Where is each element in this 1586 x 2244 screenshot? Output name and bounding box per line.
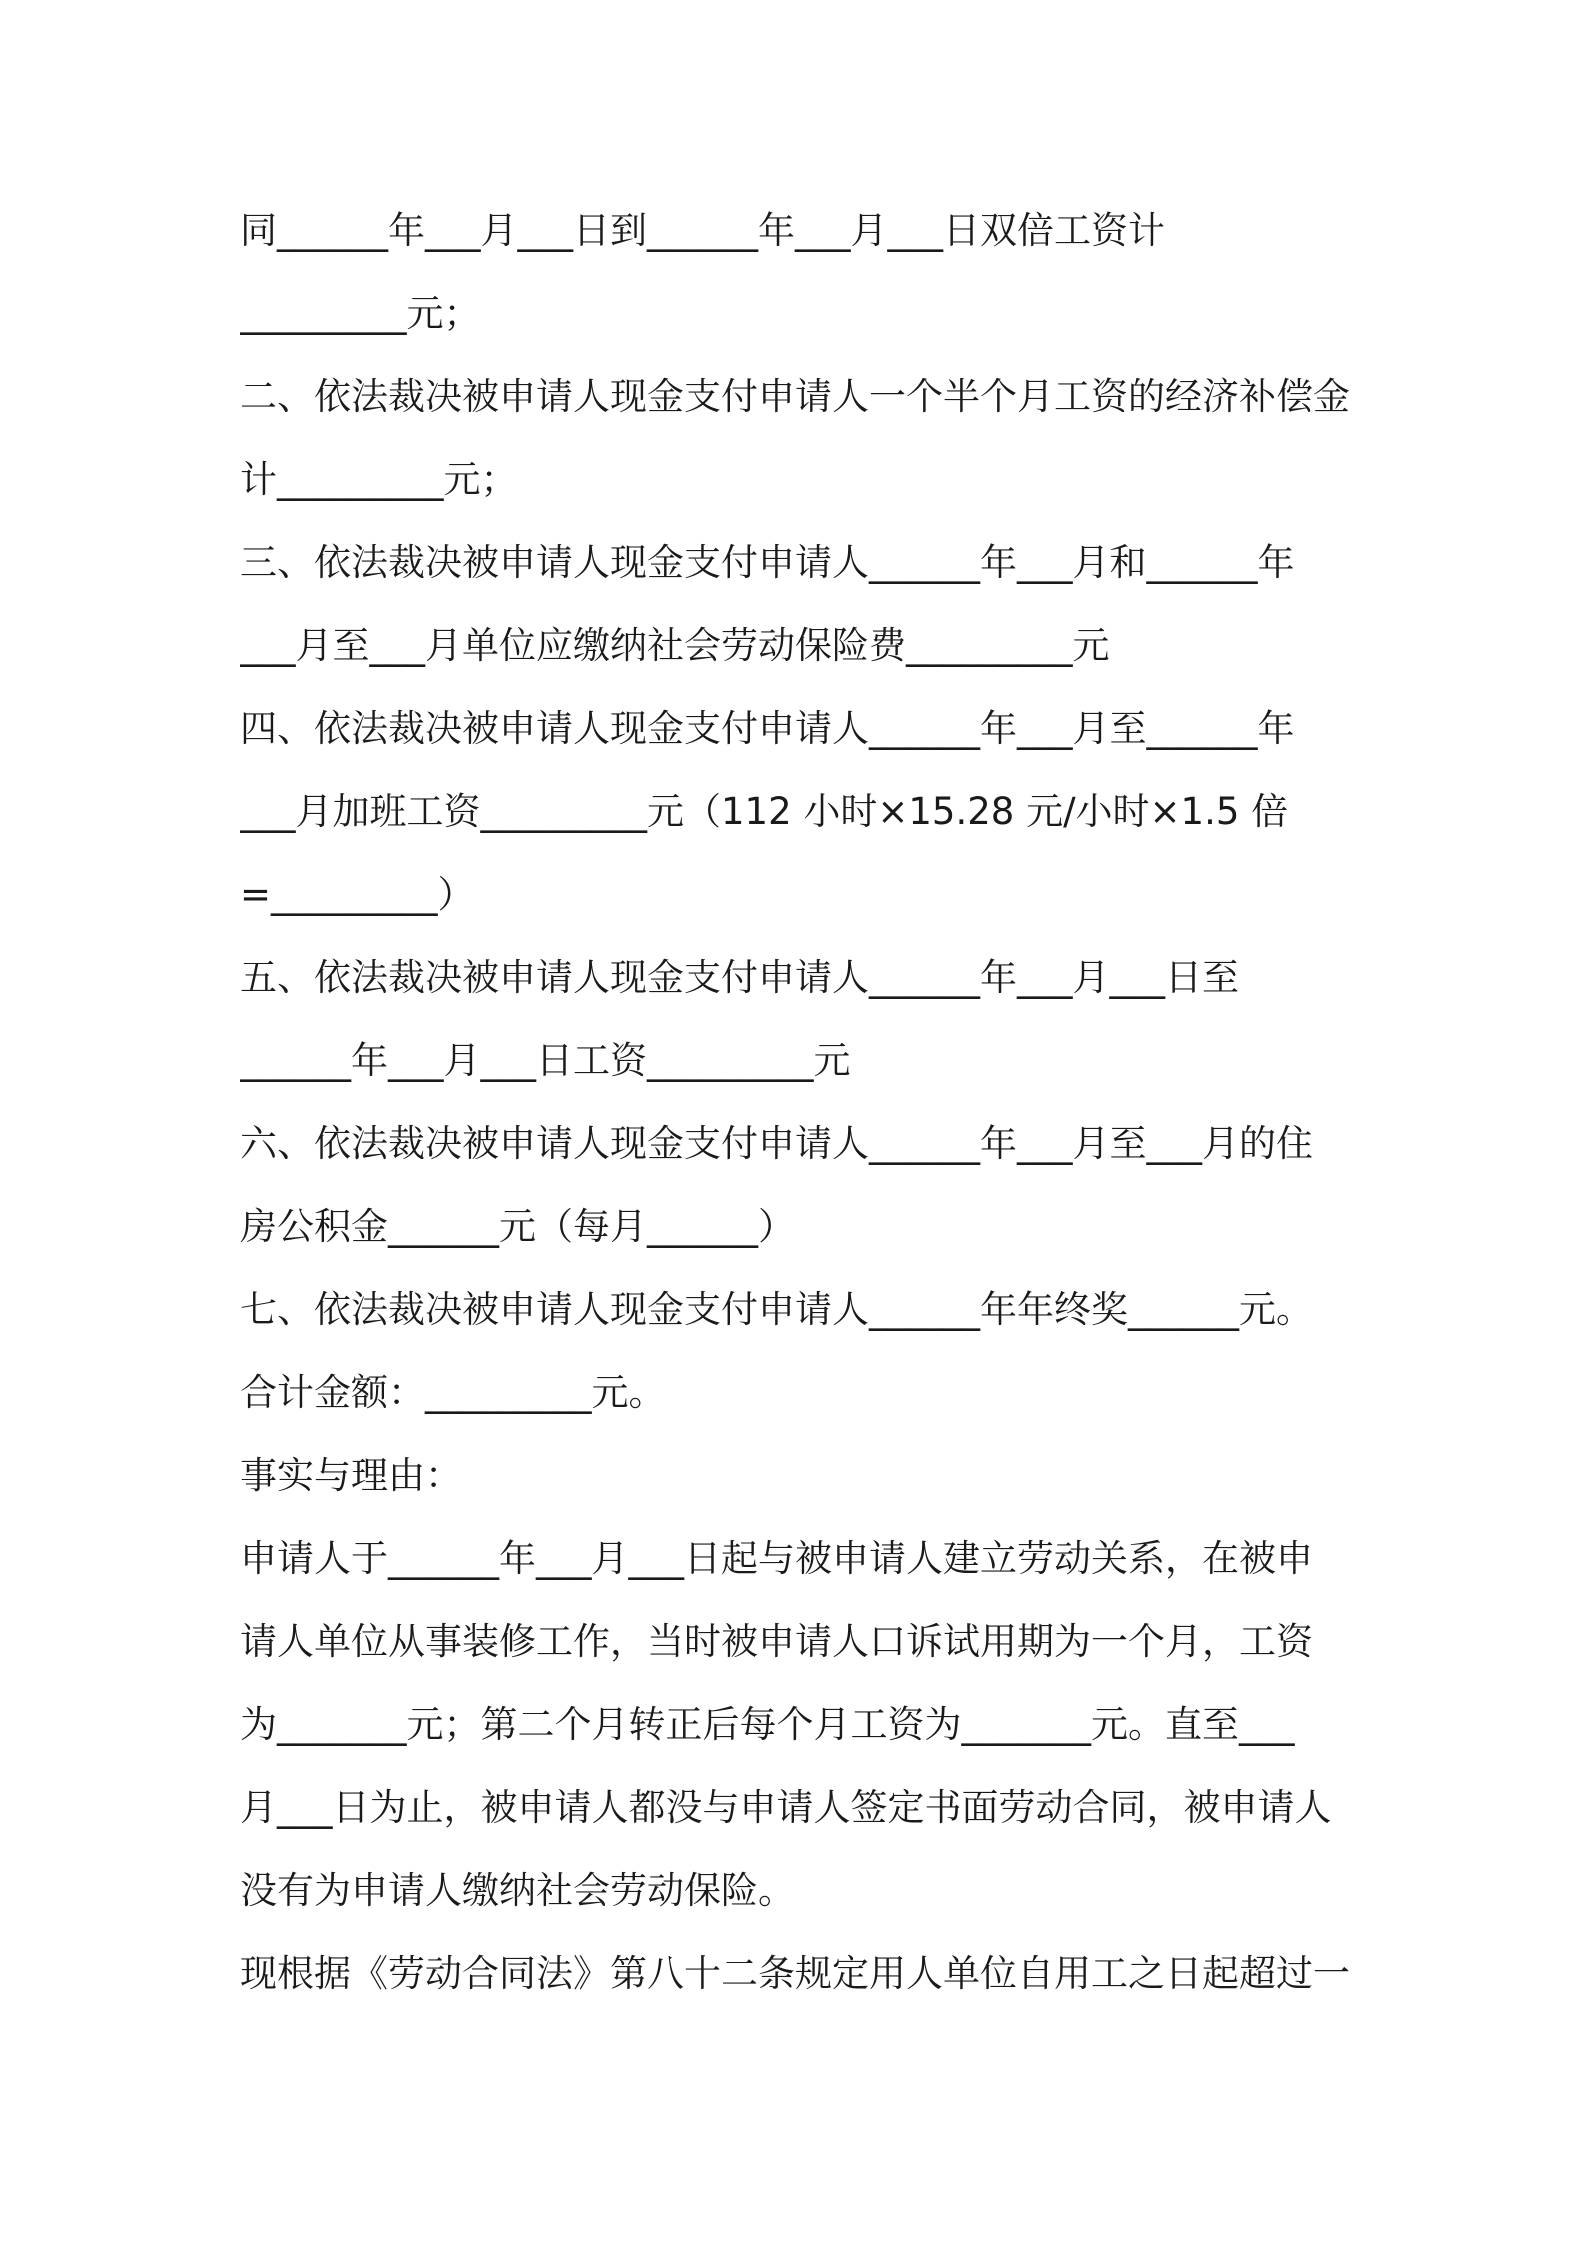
section-heading: 事实与理由： (240, 1454, 462, 1497)
text-line-18: 请人单位从事装修工作，当时被申请人口诉试用期为一个月，工资 (240, 1620, 1313, 1663)
text-line-8: ___月加班工资_________元（112 小时×15.28 元/小时×1.5 倍 (240, 790, 1289, 833)
text-line-19: 为_______元；第二个月转正后每个月工资为_______元。直至___ (240, 1703, 1295, 1746)
text-line-7: 四、依法裁决被申请人现金支付申请人______年___月至______年 (240, 707, 1295, 750)
text-line-2: _________元； (240, 292, 481, 335)
text-line-13: 房公积金______元（每月______） (240, 1205, 795, 1248)
text-line-21: 没有为申请人缴纳社会劳动保险。 (240, 1869, 795, 1912)
text-line-15: 合计金额：_________元。 (240, 1371, 666, 1414)
text-line-6: ___月至___月单位应缴纳社会劳动保险费_________元 (240, 624, 1110, 667)
text-line-4: 计_________元； (240, 458, 518, 501)
text-line-5: 三、依法裁决被申请人现金支付申请人______年___月和______年 (240, 541, 1295, 584)
text-line-12: 六、依法裁决被申请人现金支付申请人______年___月至___月的住 (240, 1122, 1313, 1165)
text-line-10: 五、依法裁决被申请人现金支付申请人______年___月___日至 (240, 956, 1239, 999)
text-line-3: 二、依法裁决被申请人现金支付申请人一个半个月工资的经济补偿金 (240, 375, 1350, 418)
text-line-1: 同______年___月___日到______年___月___日双倍工资计 (240, 209, 1165, 252)
text-line-14: 七、依法裁决被申请人现金支付申请人______年年终奖______元。 (240, 1288, 1313, 1331)
text-line-11: ______年___月___日工资_________元 (240, 1039, 851, 1082)
text-line-20: 月___日为止，被申请人都没与申请人签定书面劳动合同，被申请人 (240, 1786, 1332, 1829)
text-line-9: =_________） (240, 873, 475, 916)
text-line-17: 申请人于______年___月___日起与被申请人建立劳动关系，在被申 (240, 1537, 1313, 1580)
text-line-22: 现根据《劳动合同法》第八十二条规定用人单位自用工之日起超过一 (240, 1952, 1350, 1995)
